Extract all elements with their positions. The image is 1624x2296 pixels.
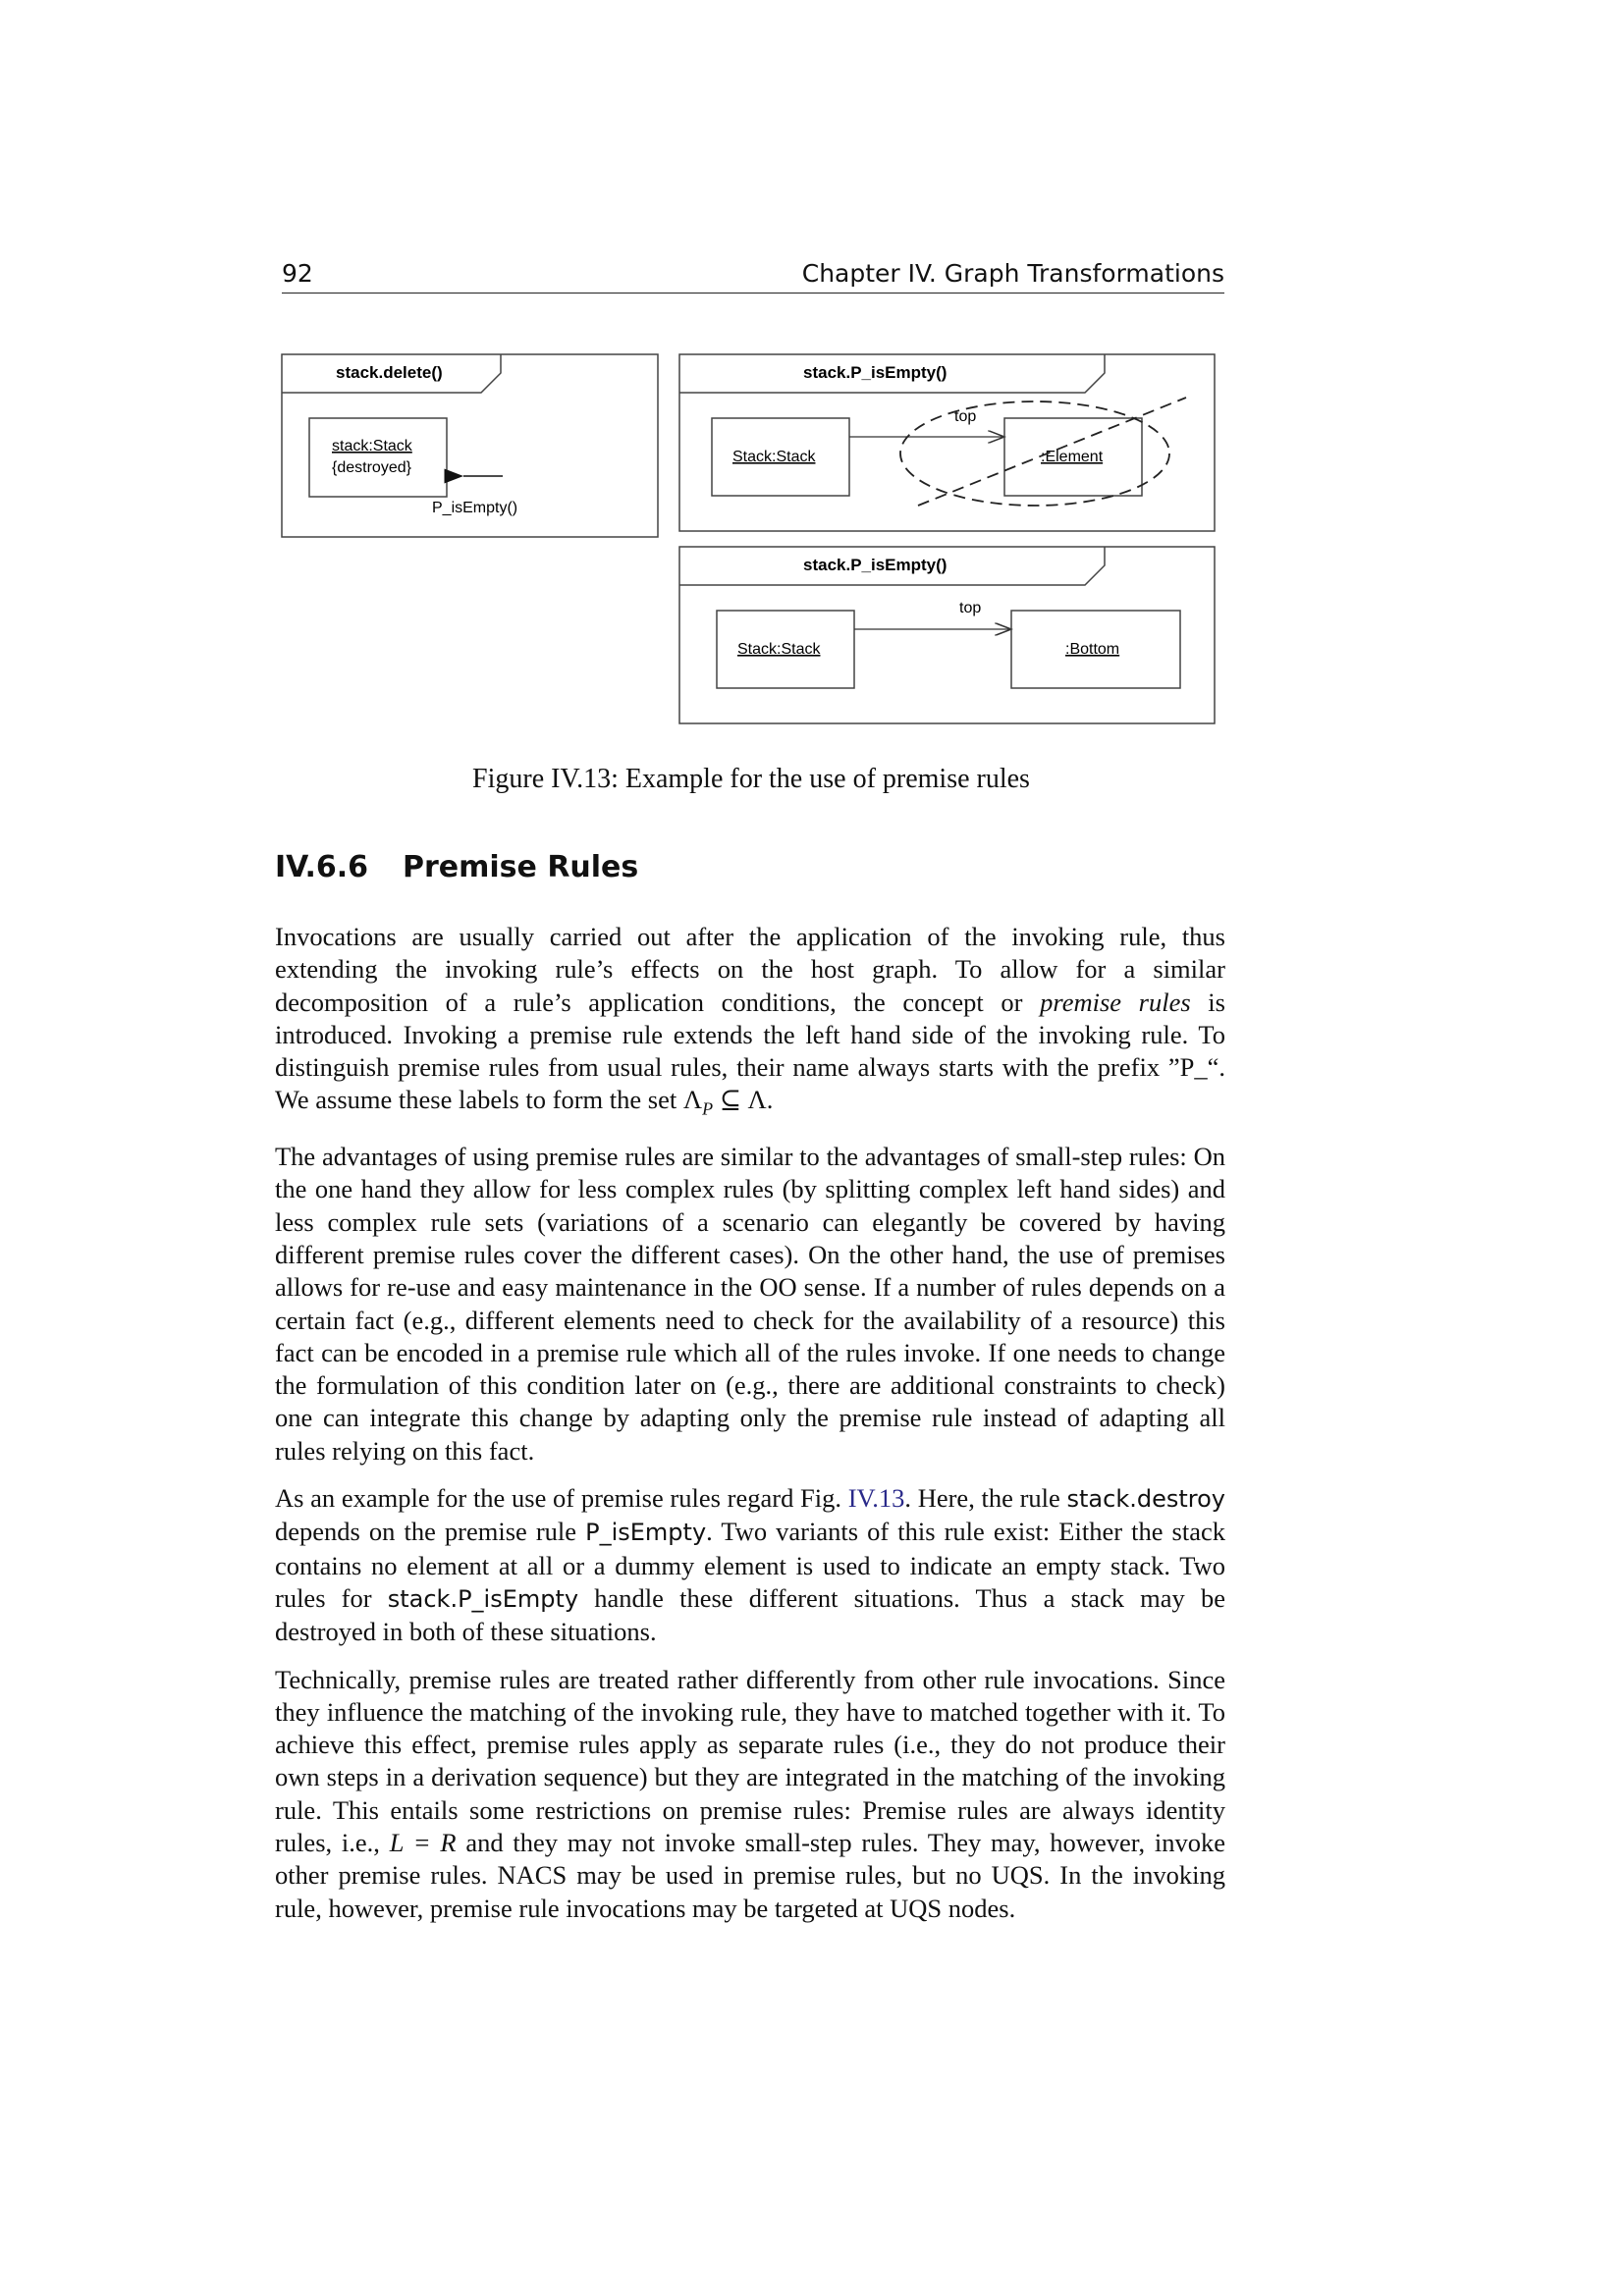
paragraph-1: Invocations are usually carried out after the application of the invoking rule, thus extending the invoking rule’s effects on the host graph. To allow for a similar decomposition of a rule’s application conditions, the concept or premise rules is introduced. Invoking a premise rule extends the left hand side of the invoking rule. To distinguish premise rules from usual rules, their name always starts with the prefix ”P_“. We assume these labels to form the set $\Lambda_P$ ⊆ Λ. bbox=[275, 922, 1225, 1119]
paragraph-3: As an example for the use of premise rules regard Fig. IV.13. Here, the rule stack.destroy depends on the premise rule P_isEmpty. Two variants of this rule exist: Either the stack contains no element at all or a dummy element is used to indicate an empty stack. Two rules for stack.P_isEmpty handle these different situations. Thus a stack may be destroyed in both of these situations. bbox=[275, 1483, 1226, 1647]
edge-label: top bbox=[954, 408, 977, 425]
section-heading bbox=[275, 850, 638, 884]
stack-node-name: stack:Stack bbox=[332, 438, 412, 454]
math-lambda-p: $\Lambda_P$ ⊆ Λ. bbox=[682, 1085, 774, 1119]
nac-ellipse bbox=[900, 401, 1169, 506]
running-head bbox=[282, 257, 1224, 294]
math-l-equals-r: L = R bbox=[389, 1828, 457, 1858]
paragraph-4: Technically, premise rules are treated rather differently from other rule invocations. Since they influence the matching of the invoking rule, they have to matched together with it. To achieve this effect, premise rules apply as separate rules (i.e., they do not produce their own steps in a derivation sequence) but they are integrated in the matching of the invoking rule. This entails some restrictions on premise rules: Premise rules are always identity rules, i.e., L = R and they may not invoke small-step rules. They may, however, invoke other premise rules. NACS may be used in premise rules, but no UQS. In the invoking rule, however, premise rule invocations may be targeted at UQS nodes. bbox=[275, 1664, 1226, 1923]
element-node-name: :Element bbox=[1041, 449, 1104, 465]
figure-caption: Figure IV.13: Example for the use of premise rules bbox=[472, 764, 1030, 794]
chapter-title: Chapter IV. Graph Transformations bbox=[801, 259, 1224, 288]
invocation-label: P_isEmpty() bbox=[432, 500, 518, 516]
figure-iv-13 bbox=[275, 348, 1218, 731]
figure-reference-link[interactable]: IV.13 bbox=[847, 1483, 905, 1514]
diagram-p-isempty-bottom bbox=[679, 547, 1215, 723]
source-node-name: Stack:Stack bbox=[737, 641, 821, 658]
stack-node bbox=[309, 418, 447, 497]
diagram-stack-delete bbox=[282, 354, 658, 537]
section-number: IV.6.6 bbox=[275, 850, 369, 884]
diagram-title: stack.delete() bbox=[336, 363, 443, 382]
diagram-frame bbox=[679, 354, 1215, 531]
bottom-node-name: :Bottom bbox=[1065, 641, 1120, 658]
diagram-frame bbox=[679, 547, 1215, 723]
diagram-title: stack.P_isEmpty() bbox=[803, 556, 947, 574]
paragraph-2: The advantages of using premise rules are similar to the advantages of small-step rules: On the one hand they allow for less complex rules (by splitting complex left hand sides) and less complex rule sets (variations of a scenario can elegantly be covered by having different premise rules cover the different cases). On the other hand, the use of premises allows for re-use and easy maintenance in the OO sense. If a number of rules depends on a certain fact (e.g., different elements need to check for the availability of a resource) this fact can be encoded in a premise rule which all of the rules invoke. If one needs to change the formulation of this condition later on (e.g., there are additional constraints to check) one can integrate this change by adapting only the premise rule instead of adapting all rules relying on this fact. bbox=[275, 1142, 1225, 1466]
emphasis-premise-rules: premise rules bbox=[1040, 987, 1191, 1017]
diagram-p-isempty-element bbox=[679, 354, 1215, 531]
source-node-name: Stack:Stack bbox=[732, 449, 816, 465]
code-stack-p-isempty: stack.P_isEmpty bbox=[387, 1584, 579, 1613]
section-title: Premise Rules bbox=[403, 850, 639, 884]
body-text bbox=[275, 921, 1225, 1940]
stack-node-constraint: {destroyed} bbox=[332, 459, 411, 476]
code-stack-destroy: stack.destroy bbox=[1066, 1485, 1225, 1514]
diagram-title: stack.P_isEmpty() bbox=[803, 363, 947, 382]
edge-label: top bbox=[959, 600, 982, 616]
page-number: 92 bbox=[282, 259, 313, 288]
figure-diagrams bbox=[275, 348, 1218, 731]
code-p-isempty: P_isEmpty bbox=[585, 1519, 707, 1547]
